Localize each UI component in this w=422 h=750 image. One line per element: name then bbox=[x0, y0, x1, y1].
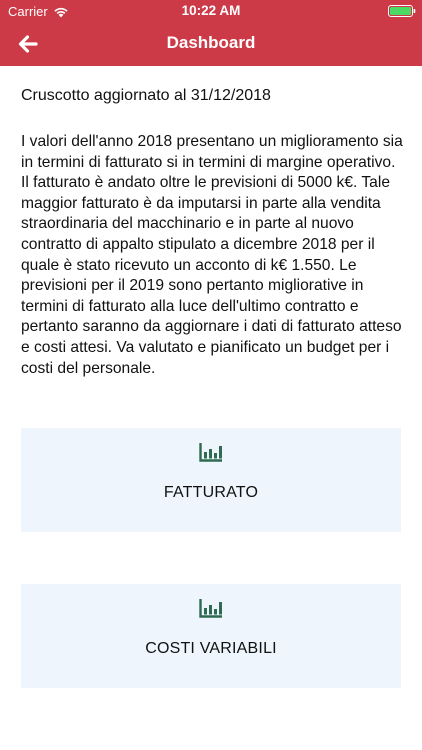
bar-chart-icon bbox=[199, 598, 223, 618]
costi-variabili-card[interactable] bbox=[21, 584, 401, 688]
costi-variabili-card-label: COSTI VARIABILI bbox=[145, 640, 277, 657]
page-title: Dashboard bbox=[166, 33, 256, 52]
app-header bbox=[0, 0, 422, 66]
fatturato-card-label: FATTURATO bbox=[163, 484, 259, 501]
fatturato-card[interactable] bbox=[21, 428, 401, 532]
bar-chart-icon bbox=[199, 442, 223, 462]
carrier-label: Carrier bbox=[8, 4, 48, 19]
dashboard-content bbox=[21, 86, 405, 379]
navigation-bar bbox=[0, 22, 422, 66]
status-time: 10:22 AM bbox=[181, 3, 241, 18]
updated-date-label: Cruscotto aggiornato al 31/12/2018 bbox=[21, 87, 271, 104]
battery-icon bbox=[388, 5, 416, 17]
dashboard-description: I valori dell'anno 2018 presentano un miglioramento sia in termini di fatturato si in termini di margine operativo. Il fatturato è andato oltre le previsioni di 5000 k€. Tale maggior fatturato è da imputarsi in parte alla vendita straordinaria del macchinario e in parte al nuovo contratto di appalto stipulato a dicembre 2018 per il quale è stato ricevuto un acconto di k€ 1.550. Le previsioni per il 2019 sono pertanto migliorative in termini di fatturato alla luce dell'ultimo contratto e pertanto saranno da aggiornare i dati di fatturato atteso e costi attesi. Va valutato e pianificato un budget per i costi del personale. bbox=[21, 133, 403, 377]
status-bar bbox=[0, 0, 422, 22]
